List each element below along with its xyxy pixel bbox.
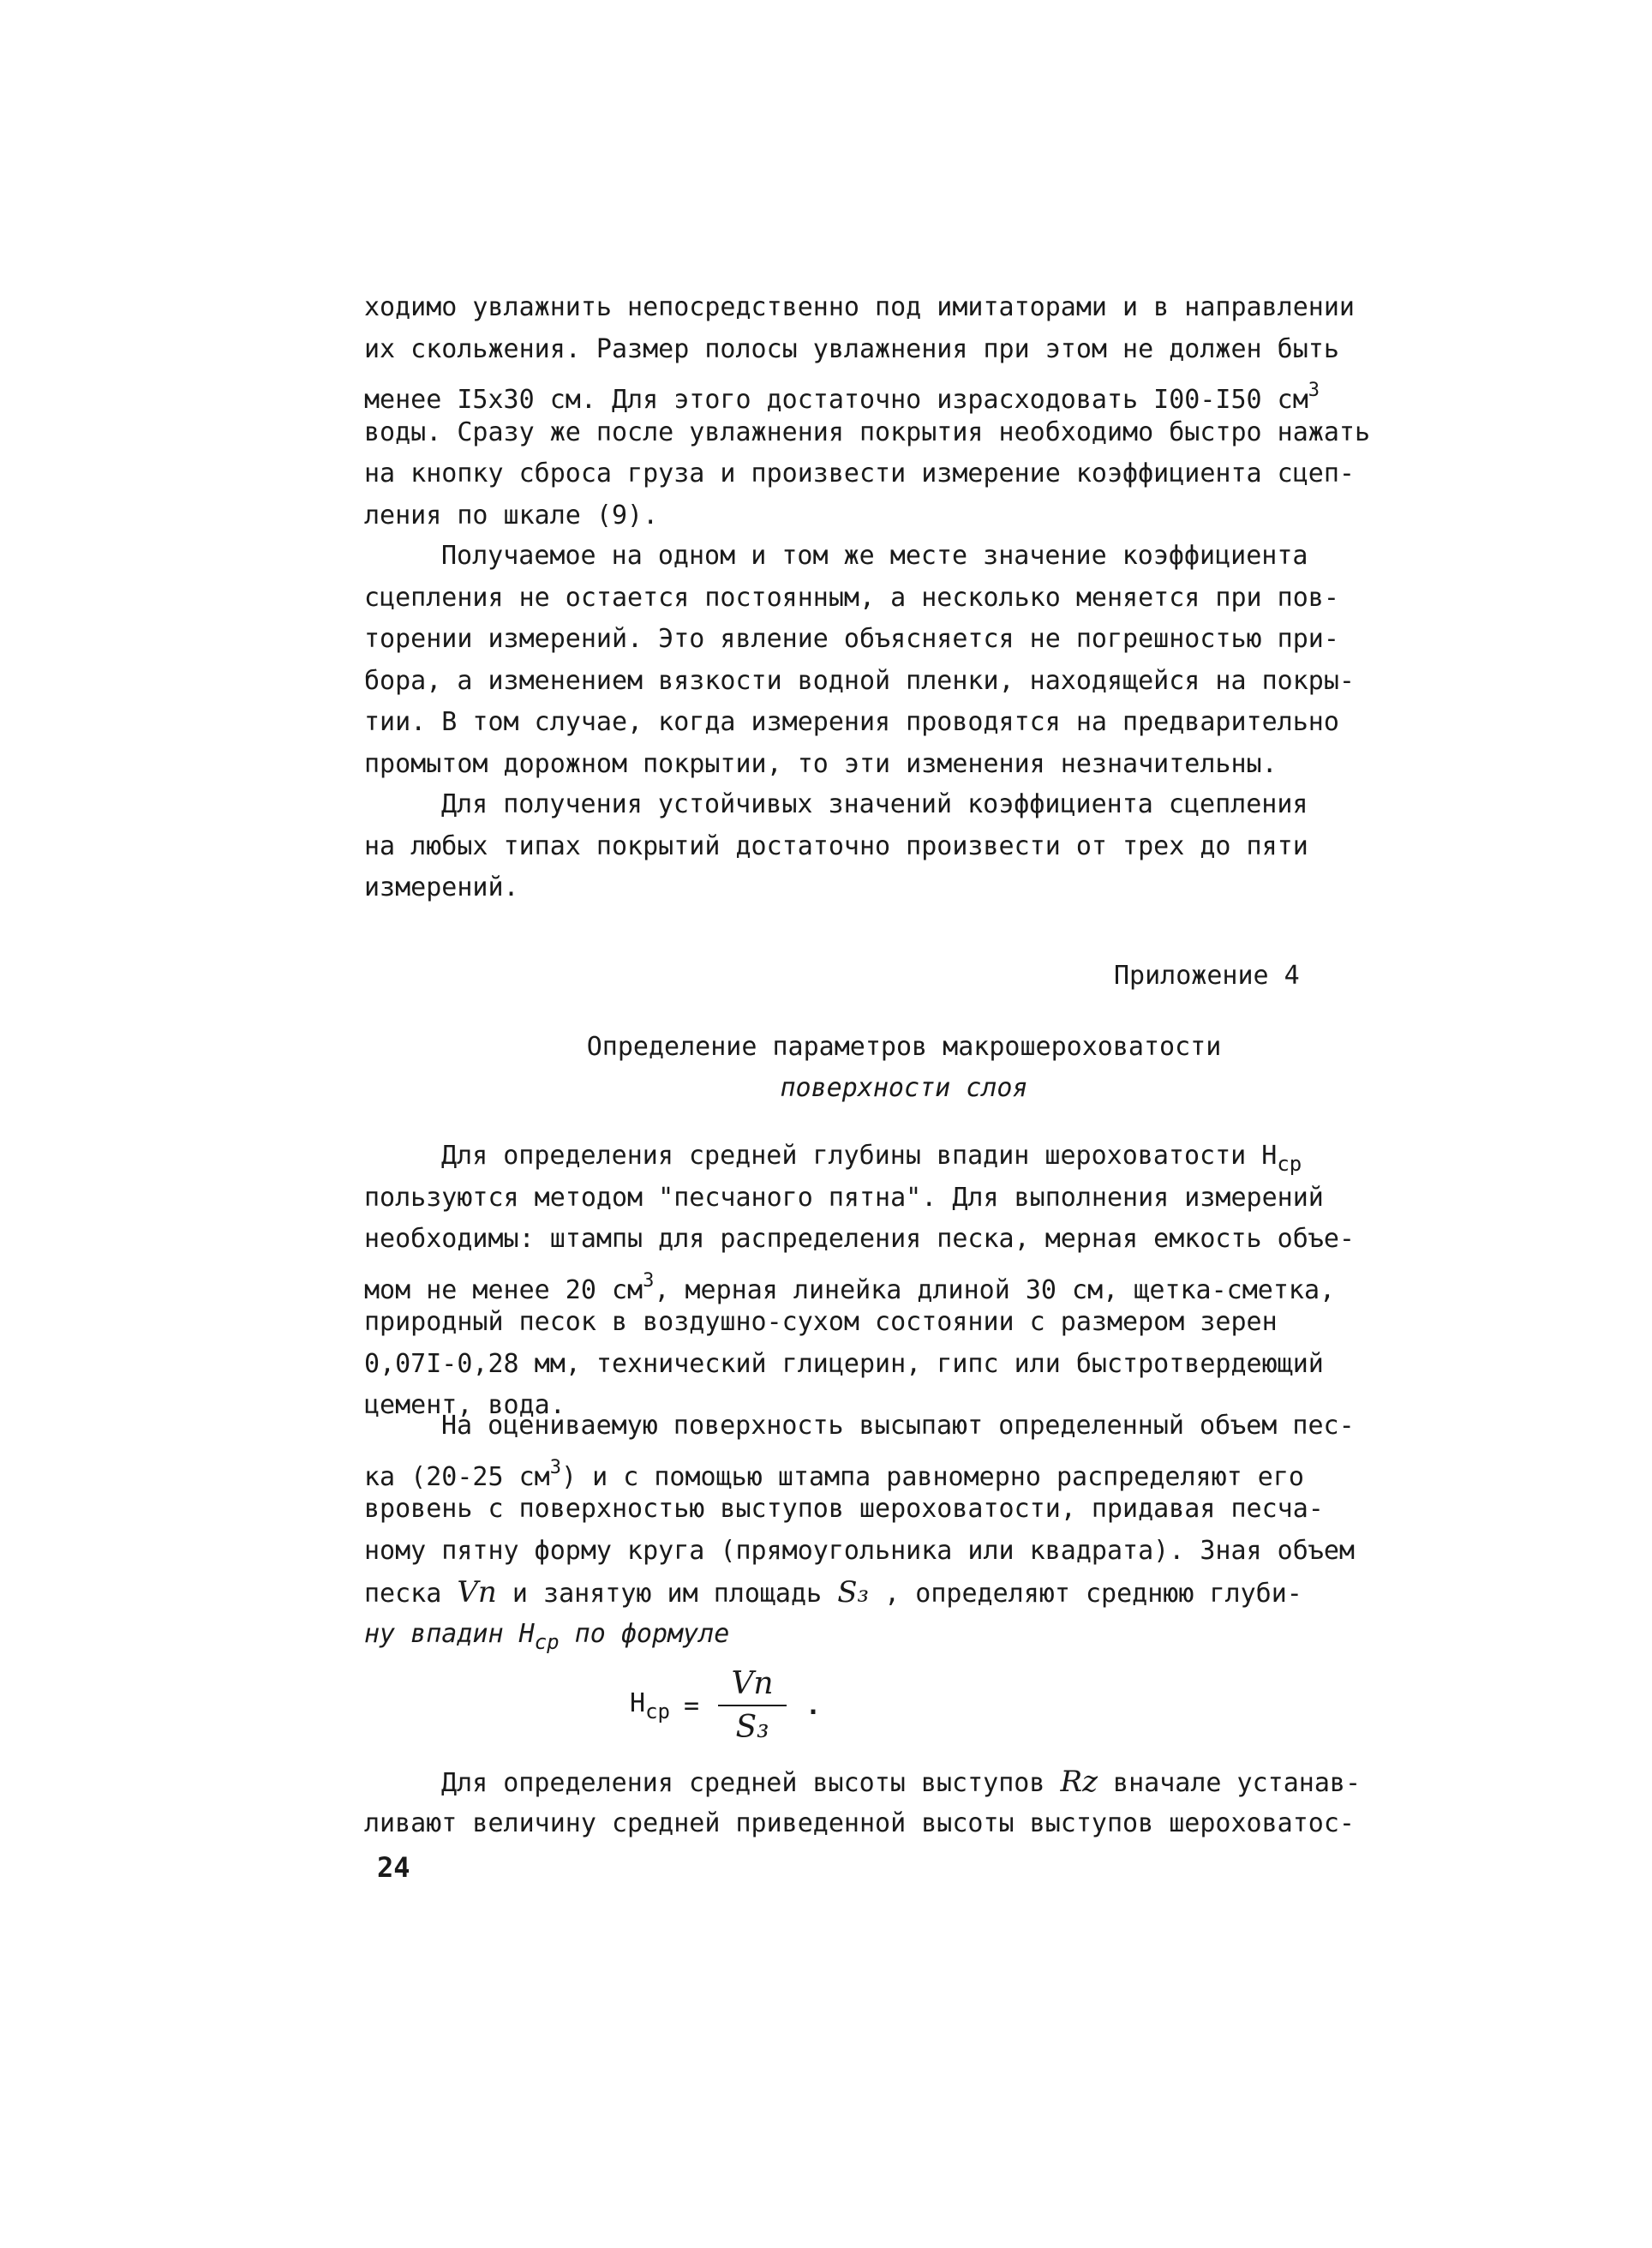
- text-line: На оцениваемую поверхность высыпают определенный объем пес-: [441, 1411, 1355, 1441]
- text-segment: вначале устанав-: [1097, 1768, 1362, 1798]
- paragraph-sand-patch-method: [364, 1136, 1444, 1427]
- text-line: промытом дорожном покрытии, то эти изменения незначительны.: [364, 748, 1278, 779]
- formula-lhs: [630, 1688, 670, 1723]
- fraction-denominator: S₃: [735, 1710, 769, 1745]
- formula-mean-depth: [630, 1658, 821, 1753]
- text-line: природный песок в воздушно-сухом состоянии с размером зерен: [364, 1307, 1278, 1337]
- text-line: измерений.: [364, 872, 519, 902]
- text-line: ходимо увлажнить непосредственно под имитаторами и в направлении: [364, 292, 1355, 322]
- text-line: пользуются методом "песчаного пятна". Для выполнения измерений: [364, 1182, 1324, 1213]
- text-line: [364, 1614, 1444, 1656]
- text-segment: , мерная линейка длиной 30 см, щетка-сметка,: [654, 1274, 1336, 1305]
- section-heading: [364, 1027, 1444, 1109]
- text-line: воды. Сразу же после увлажнения покрытия необходимо быстро нажать: [364, 417, 1370, 447]
- subscript: ср: [1277, 1152, 1302, 1176]
- paragraph-coefficient-variation: [364, 536, 1444, 785]
- text-line: на любых типах покрытий достаточно произвести от трех до пяти: [364, 830, 1308, 861]
- symbol-area: S₃: [837, 1575, 870, 1610]
- text-segment: песка: [364, 1579, 458, 1609]
- text-line: ливают величину средней приведенной высоты выступов шероховатос-: [364, 1807, 1355, 1838]
- text-line: [364, 1572, 1444, 1614]
- text-line: торении измерений. Это явление объясняется не погрешностью при-: [364, 624, 1339, 654]
- text-line: Получаемое на одном и том же месте значение коэффициента: [441, 541, 1308, 571]
- fraction: [718, 1666, 787, 1745]
- text-line: [364, 1761, 1444, 1803]
- superscript: 3: [643, 1269, 655, 1292]
- text-segment: и занятую им площадь: [496, 1579, 838, 1609]
- text-line: бора, а изменением вязкости водной пленки, находящейся на покры-: [364, 665, 1355, 696]
- text-line: [364, 1261, 1444, 1303]
- page-number: 24: [377, 1851, 410, 1884]
- text-line: [364, 370, 1444, 415]
- text-segment: Для определения средней глубины впадин шероховатости H: [441, 1141, 1278, 1171]
- text-line: [364, 1448, 1444, 1490]
- text-line: 0,07I-0,28 мм, технический глицерин, гипс или быстротвердеющий: [364, 1348, 1324, 1379]
- text-line: ления по шкале (9).: [364, 500, 659, 531]
- text-line: сцепления не остается постоянным, а несколько меняется при пов-: [364, 582, 1339, 613]
- formula-lhs-subscript: ср: [645, 1699, 670, 1723]
- paragraph-measurement-procedure: [364, 1406, 1444, 1655]
- text-segment: ну впадин H: [364, 1618, 535, 1649]
- superscript: 3: [1308, 380, 1320, 401]
- text-line: вровень с поверхностью выступов шероховатости, придавая песча-: [364, 1494, 1324, 1524]
- text-segment: менее I5х30 см. Для этого достаточно израсходовать I00-I50 см: [364, 385, 1308, 415]
- symbol-sand-volume: Vп: [457, 1575, 497, 1610]
- text-line: Для получения устойчивых значений коэффициента сцепления: [441, 789, 1308, 819]
- text-segment: по формуле: [559, 1618, 730, 1649]
- text-segment: ка (20-25 см: [364, 1461, 550, 1492]
- text-line: их скольжения. Размер полосы увлажнения при этом не должен быть: [364, 333, 1339, 364]
- paragraph-mean-height: [364, 1761, 1444, 1844]
- symbol-rz: Rz: [1060, 1765, 1098, 1799]
- text-line: на кнопку сброса груза и произвести измерение коэффициента сцеп-: [364, 459, 1355, 489]
- text-line: [364, 1136, 1444, 1178]
- appendix-label: Приложение 4: [1114, 961, 1300, 991]
- formula-lhs-symbol: H: [630, 1687, 646, 1718]
- text-line: необходимы: штампы для распределения песка, мерная емкость объе-: [364, 1224, 1355, 1254]
- heading-line-1: Определение параметров макрошероховатости: [586, 1032, 1222, 1062]
- text-segment: Для определения средней высоты выступов: [441, 1768, 1061, 1798]
- formula-end-punctuation: .: [805, 1690, 822, 1721]
- heading-line-2: поверхности слоя: [780, 1073, 1028, 1103]
- equals-sign: =: [683, 1690, 700, 1721]
- text-line: тии. В том случае, когда измерения проводятся на предварительно: [364, 707, 1339, 737]
- superscript: 3: [549, 1456, 561, 1478]
- paragraph-stable-values: [364, 784, 1444, 909]
- text-line: цемент, вода.: [364, 1390, 566, 1420]
- text-segment: , определяют среднюю глуби-: [869, 1579, 1302, 1609]
- paragraph-moistening: [364, 287, 1444, 537]
- text-segment: мом не менее 20 см: [364, 1274, 643, 1305]
- text-segment: ) и с помощью штампа равномерно распределяют его: [561, 1461, 1304, 1492]
- fraction-numerator: Vп: [731, 1666, 774, 1701]
- subscript: ср: [534, 1629, 560, 1654]
- text-line: ному пятну форму круга (прямоугольника или квадрата). Зная объем: [364, 1535, 1355, 1566]
